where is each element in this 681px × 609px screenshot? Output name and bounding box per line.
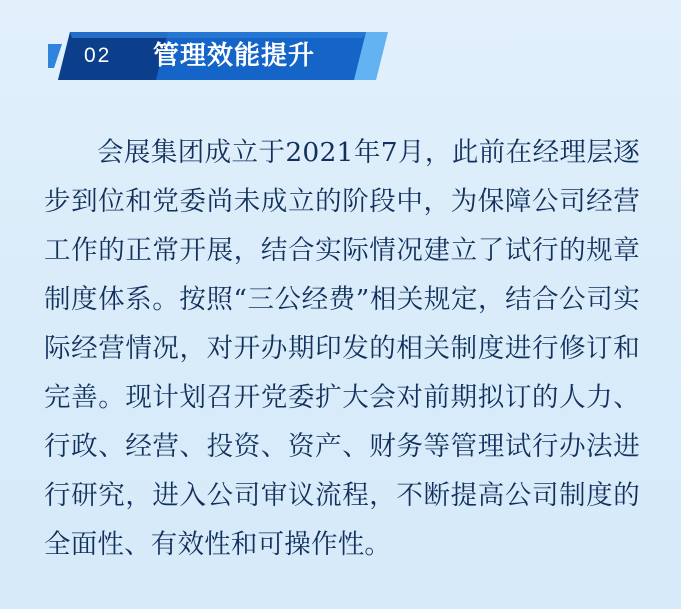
- body-content: [44, 128, 640, 569]
- section-title: 管理效能提升: [153, 41, 316, 71]
- section-number: 02: [84, 44, 112, 67]
- body-paragraph: 会展集团成立于2021年7月，此前在经理层逐步到位和党委尚未成立的阶段中，为保障公司经营工作的正常开展，结合实际情况建立了试行的规章制度体系。按照“三公经费”相关规定，结合公司实际经营情况，对开办期印发的相关制度进行修订和完善。现计划召开党委扩大会对前期拟订的人力、行政、经营、投资、资产、财务等管理试行办法进行研究，进入公司审议流程，不断提高公司制度的全面性、有效性和可操作性。: [44, 137, 640, 560]
- section-header-banner: [48, 32, 388, 80]
